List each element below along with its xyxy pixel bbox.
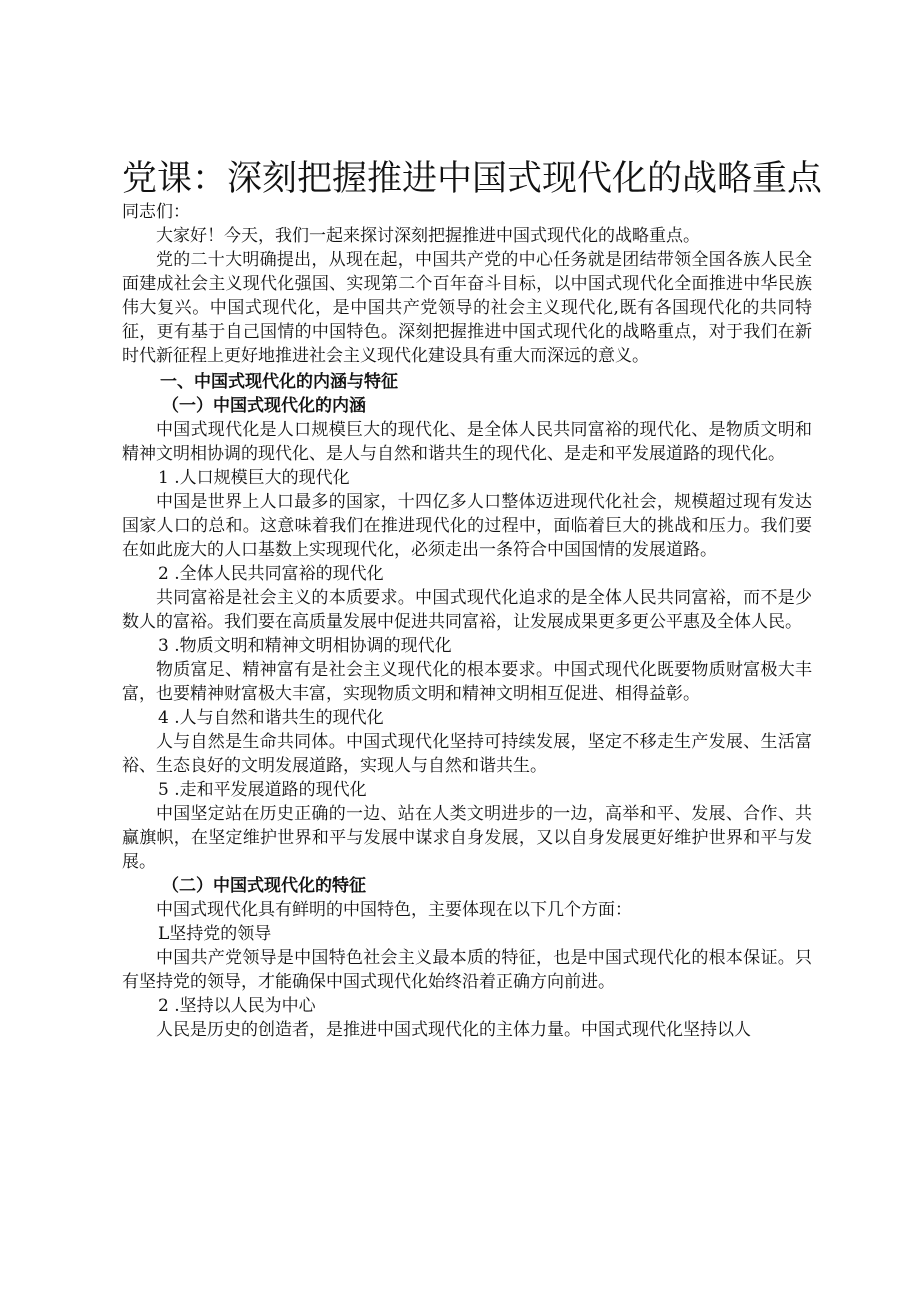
item-label: 2 .坚持以人民为中心 <box>158 996 316 1016</box>
subsection-intro: 中国式现代化具有鲜明的中国特色，主要体现在以下几个方面： <box>156 900 632 920</box>
document-title: 党课：深刻把握推进中国式现代化的战略重点 <box>122 159 823 199</box>
item-label: 5 .走和平发展道路的现代化 <box>158 780 367 800</box>
salutation: 同志们： <box>122 202 190 222</box>
item-text: 中国共产党领导是中国特色社会主义最本质的特征，也是中国式现代化的根本保证。只有坚持党的领导，才能确保中国式现代化始终沿着正确方向前进。 <box>122 948 812 992</box>
item-text: 共同富裕是社会主义的本质要求。中国式现代化追求的是全体人民共同富裕，而不是少数人的富裕。我们要在高质量发展中促进共同富裕，让发展成果更多更公平惠及全体人民。 <box>122 588 812 632</box>
item-label: 1 .人口规模巨大的现代化 <box>158 468 350 488</box>
document-page <box>122 158 823 1042</box>
intro-paragraph: 大家好！今天，我们一起来探讨深刻把握推进中国式现代化的战略重点。 <box>156 226 700 246</box>
subsection-heading: （二）中国式现代化的特征 <box>162 876 366 896</box>
item-text: 人民是历史的创造者，是推进中国式现代化的主体力量。中国式现代化坚持以人 <box>156 1020 751 1040</box>
item-text: 中国是世界上人口最多的国家，十四亿多人口整体迈进现代化社会，规模超过现有发达国家人口的总和。这意味着我们在推进现代化的过程中，面临着巨大的挑战和压力。我们要在如此庞大的人口基数上实现现代化，必须走出一条符合中国国情的发展道路。 <box>122 492 812 560</box>
subsection-intro: 中国式现代化是人口规模巨大的现代化、是全体人民共同富裕的现代化、是物质文明和精神文明相协调的现代化、是人与自然和谐共生的现代化、是走和平发展道路的现代化。 <box>122 420 812 464</box>
item-text: 物质富足、精神富有是社会主义现代化的根本要求。中国式现代化既要物质财富极大丰富，也要精神财富极大丰富，实现物质文明和精神文明相互促进、相得益彰。 <box>122 660 812 704</box>
section-heading: 一、中国式现代化的内涵与特征 <box>160 372 398 392</box>
item-label: L坚持党的领导 <box>158 924 272 944</box>
item-text: 人与自然是生命共同体。中国式现代化坚持可持续发展，坚定不移走生产发展、生活富裕、生态良好的文明发展道路，实现人与自然和谐共生。 <box>122 732 812 776</box>
intro-paragraph: 党的二十大明确提出，从现在起，中国共产党的中心任务就是团结带领全国各族人民全面建成社会主义现代化强国、实现第二个百年奋斗目标，以中国式现代化全面推进中华民族伟大复兴。中国式现代化，是中国共产党领导的社会主义现代化,既有各国现代化的共同特征，更有基于自己国情的中国特色。深刻把握推进中国式现代化的战略重点，对于我们在新时代新征程上更好地推进社会主义现代化建设具有重大而深远的意义。 <box>122 250 812 366</box>
subsection-heading: （一）中国式现代化的内涵 <box>162 396 366 416</box>
item-text: 中国坚定站在历史正确的一边、站在人类文明进步的一边，高举和平、发展、合作、共赢旗帜，在坚定维护世界和平与发展中谋求自身发展，又以自身发展更好维护世界和平与发展。 <box>122 804 812 872</box>
item-label: 4 .人与自然和谐共生的现代化 <box>158 708 384 728</box>
item-label: 3 .物质文明和精神文明相协调的现代化 <box>158 636 452 656</box>
item-label: 2 .全体人民共同富裕的现代化 <box>158 564 384 584</box>
